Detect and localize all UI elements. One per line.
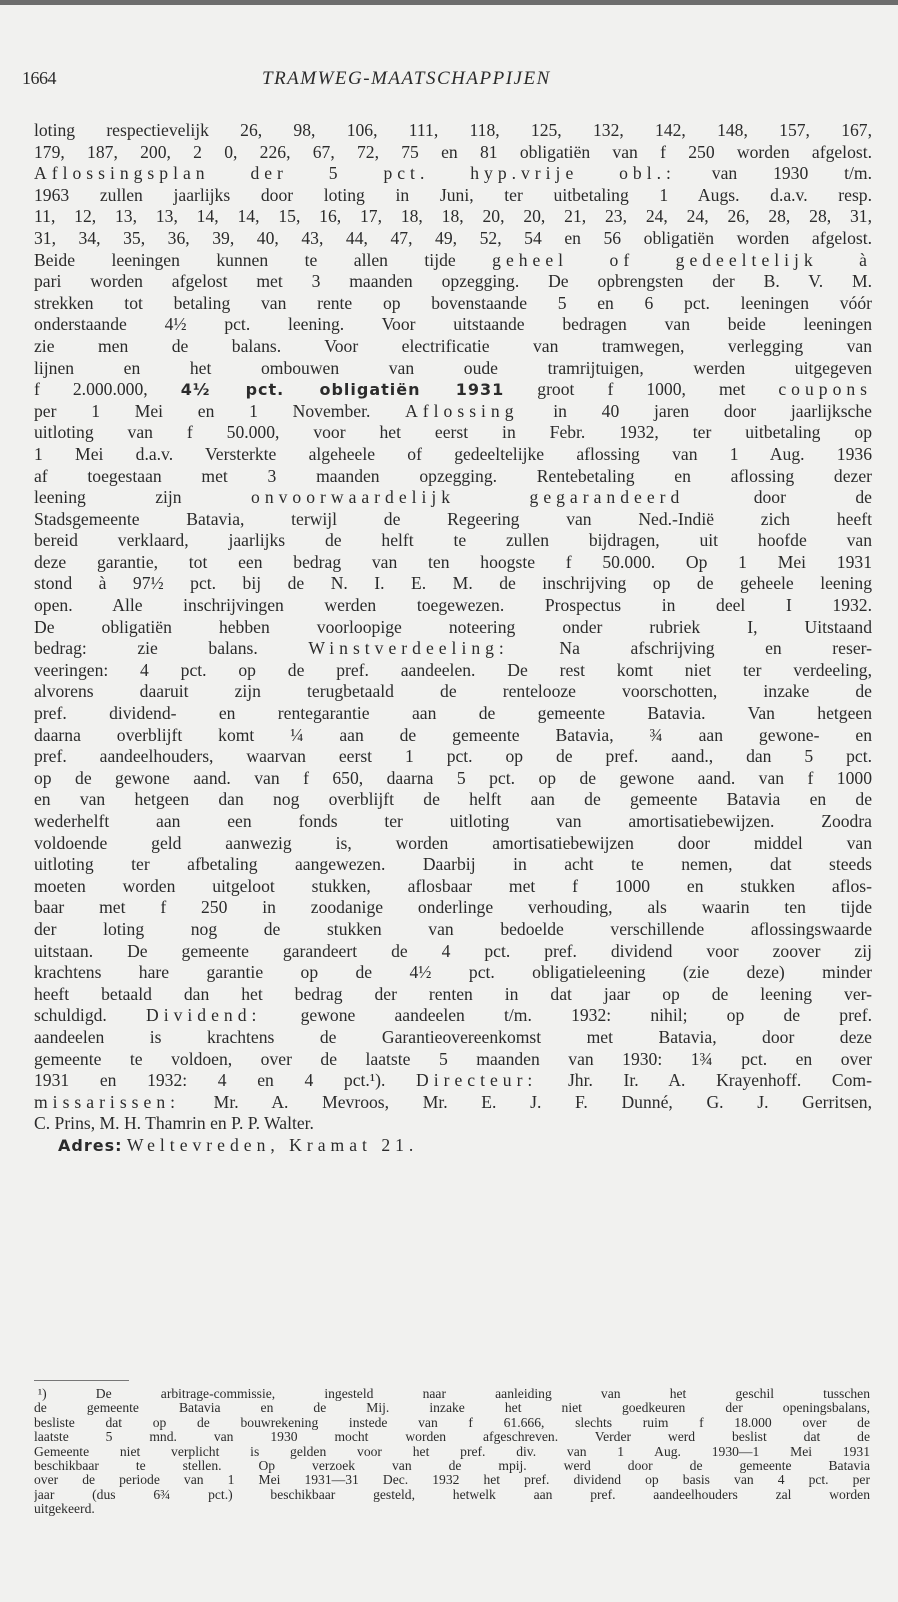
address-line <box>34 1135 872 1157</box>
text-line: stond à 97½ pct. bij de N. I. E. M. de inschrijving op de geheele leening <box>34 573 872 594</box>
footnote-line: de gemeente Batavia en de Mij. inzake het niet goedkeuren der openingsbalans, <box>34 1401 870 1416</box>
text-line: pari worden afgelost met 3 maanden opzegging. De opbrengsten der B. V. M. <box>34 271 872 292</box>
text-line: De obligatiën hebben voorloopige noteering onder rubriek I, Uitstaand <box>34 616 872 637</box>
body-text <box>34 120 872 1157</box>
text-line <box>34 638 872 660</box>
text-line: baar met f 250 in zoodanige onderlinge verhouding, als waarin ten tijde <box>34 897 872 918</box>
spaced-heading-winstverdeeling: Winstverdeeling: <box>308 638 509 659</box>
footnote-line: besliste dat op de bouwrekening instede van f 61.666, slechts ruim f 18.000 over de <box>34 1415 870 1430</box>
text-fragment: leening zijn <box>34 487 252 508</box>
text-line: 1 Mei d.a.v. Versterkte algeheele of gedeeltelijke aflossing van 1 Aug. 1936 <box>34 443 872 464</box>
spaced-emphasis: coupons <box>778 379 872 400</box>
spaced-emphasis: onvoorwaardelijk gegarandeerd <box>251 487 685 508</box>
text-line: open. Alle inschrijvingen werden toegewezen. Prospectus in deel I 1932. <box>34 595 872 616</box>
footnote-line: laatste 5 mnd. van 1930 mocht worden afgeschreven. Verder werd beslist dat de <box>34 1430 870 1445</box>
spaced-heading-dividend: Dividend: <box>146 1005 262 1026</box>
text-fragment: per 1 Mei en 1 November. <box>34 400 406 421</box>
spaced-emphasis: Aflossing <box>405 400 519 421</box>
text-line: heeft betaald dan het bedrag der renten in dat jaar op de leening ver- <box>34 983 872 1004</box>
address-label: Adres: <box>58 1135 123 1155</box>
text-fragment: Mr. A. Mevroos, Mr. E. J. F. Dunné, G. J. Gerritsen, <box>180 1091 872 1112</box>
text-line: 1963 zullen jaarlijks door loting in Juni, ter uitbetaling 1 Augs. d.a.v. resp. <box>34 184 872 205</box>
text-line: daarna overblijft komt ¼ aan de gemeente Batavia, ¾ aan gewone- en <box>34 724 872 745</box>
text-line <box>34 487 872 509</box>
text-line: bereid verklaard, jaarlijks de helft te zullen bijdragen, uit hoofde van <box>34 530 872 551</box>
page-number: 1664 <box>22 68 56 88</box>
text-line: deze garantie, tot een bedrag van ten hoogste f 50.000. Op 1 Mei 1931 <box>34 551 872 572</box>
text-fragment: schuldigd. <box>34 1005 147 1026</box>
text-fragment: Beide leeningen kunnen te allen tijde <box>34 249 493 270</box>
text-fragment: 1931 en 1932: 4 en 4 pct.¹). <box>34 1070 416 1091</box>
text-line <box>34 1092 872 1114</box>
spaced-emphasis: geheel of gedeeltelijk à <box>492 249 872 270</box>
running-title: TRAMWEG-MAATSCHAPPIJEN <box>262 68 551 89</box>
text-line: onderstaande 4½ pct. leening. Voor uitstaande bedragen van beide leeningen <box>34 314 872 335</box>
text-line: veeringen: 4 pct. op de pref. aandeelen. De rest komt niet ter verdeeling, <box>34 659 872 680</box>
text-fragment: Jhr. Ir. A. Krayenhoff. Com- <box>537 1070 872 1091</box>
text-line <box>34 401 872 423</box>
text-line <box>34 379 872 401</box>
text-line: uitstaan. De gemeente garandeert de 4 pct. pref. dividend voor zoover zij <box>34 940 872 961</box>
text-line: zie men de balans. Voor electrificatie van tramwegen, verlegging van <box>34 335 872 356</box>
text-fragment: Na afschrijving en reser- <box>508 638 872 659</box>
text-line: pref. dividend- en rentegarantie aan de gemeente Batavia. Van hetgeen <box>34 703 872 724</box>
text-fragment: van 1930 t/m. <box>675 163 872 184</box>
spaced-heading-aflossingsplan: Aflossingsplan der 5 pct. hyp.vrije obl.: <box>34 163 676 184</box>
footnote-line: Gemeente niet verplicht is gelden voor het pref. div. van 1 Aug. 1930—1 Mei 1931 <box>34 1444 870 1459</box>
text-fragment: in 40 jaren door jaarlijksche <box>518 400 872 421</box>
text-line: 31, 34, 35, 36, 39, 40, 43, 44, 47, 49, 52, 54 en 56 obligatiën worden afgelost. <box>34 227 872 248</box>
text-line: op de gewone aand. van f 650, daarna 5 pct. op de gewone aand. van f 1000 <box>34 767 872 788</box>
text-line: loting respectievelijk 26, 98, 106, 111, 118, 125, 132, 142, 148, 157, 167, <box>34 120 872 140</box>
text-line: krachtens hare garantie op de 4½ pct. obligatieleening (zie deze) minder <box>34 962 872 983</box>
text-line: strekken tot betaling van rente op bovenstaande 5 en 6 pct. leeningen vóór <box>34 292 872 313</box>
text-line: uitloting ter afbetaling aangewezen. Daarbij in acht te nemen, dat steeds <box>34 854 872 875</box>
text-line <box>34 163 872 185</box>
text-line: af toegestaan met 3 maanden opzegging. Rentebetaling en aflossing dezer <box>34 465 872 486</box>
text-line: uitloting van f 50.000, voor het eerst in Febr. 1932, ter uitbetaling op <box>34 422 872 443</box>
text-line: 11, 12, 13, 13, 14, 14, 15, 16, 17, 18, 18, 20, 20, 21, 23, 24, 24, 26, 28, 28, 31, <box>34 206 872 227</box>
text-line: C. Prins, M. H. Thamrin en P. P. Walter. <box>34 1113 314 1134</box>
text-line: Stadsgemeente Batavia, terwijl de Regeering van Ned.-Indië zich heeft <box>34 508 872 529</box>
text-line: der loting nog de stukken van bedoelde verschillende aflossingswaarde <box>34 918 872 939</box>
footnote-line: uitgekeerd. <box>34 1502 95 1517</box>
text-line: aandeelen is krachtens de Garantieovereenkomst met Batavia, door deze <box>34 1026 872 1047</box>
text-line <box>34 250 872 272</box>
text-line: en van hetgeen dan nog overblijft de helft aan de gemeente Batavia en de <box>34 789 872 810</box>
spaced-heading-directeur: Directeur: <box>416 1070 538 1091</box>
bold-loan-heading: 4½ pct. obligatiën 1931 <box>180 380 505 400</box>
text-line <box>34 1070 872 1092</box>
text-line: pref. aandeelhouders, waarvan eerst 1 pct. op de pref. aand., dan 5 pct. <box>34 746 872 767</box>
footnote-line: jaar (dus 6¾ pct.) beschikbaar gesteld, hetwelk aan pref. aandeelhouders zal worden <box>34 1487 870 1502</box>
footnote-line: ¹) De arbitrage-commissie, ingesteld naar aanleiding van het geschil tusschen <box>38 1387 870 1401</box>
text-fragment: f 2.000.000, <box>34 379 181 400</box>
footnote-divider <box>34 1380 129 1381</box>
text-fragment: door de <box>684 487 872 508</box>
text-line: 179, 187, 200, 2 0, 226, 67, 72, 75 en 81 obligatiën van f 250 worden afgelost. <box>34 141 872 162</box>
footnote-line: over de periode van 1 Mei 1931—31 Dec. 1932 het pref. dividend op basis van 4 pct. per <box>34 1473 870 1488</box>
text-line: moeten worden uitgeloot stukken, aflosbaar met f 1000 en stukken aflos- <box>34 875 872 896</box>
spaced-heading-commissarissen: missarissen: <box>34 1091 181 1112</box>
text-line: wederhelft aan een fonds ter uitloting van amortisatiebewijzen. Zoodra <box>34 811 872 831</box>
text-line: alvorens daaruit zijn terugbetaald de rentelooze voorschotten, inzake de <box>34 681 872 702</box>
text-fragment: groot f 1000, met <box>504 379 779 400</box>
scan-top-edge <box>0 0 898 5</box>
text-line: lijnen en het ombouwen van oude tramrijtuigen, werden uitgegeven <box>34 357 872 378</box>
text-fragment: bedrag: zie balans. <box>34 638 309 659</box>
text-line: gemeente te voldoen, over de laatste 5 maanden van 1930: 1¾ pct. en over <box>34 1048 872 1069</box>
page-header <box>22 64 876 92</box>
footnote-line: beschikbaar te stellen. Op verzoek van de mpij. werd door de gemeente Batavia <box>34 1458 870 1473</box>
text-line: voldoende geld aanwezig is, worden amortisatiebewijzen door middel van <box>34 832 872 853</box>
address-value: Weltevreden, Kramat 21. <box>126 1134 419 1155</box>
text-line <box>34 1005 872 1027</box>
footnote <box>34 1387 870 1517</box>
text-fragment: gewone aandeelen t/m. 1932: nihil; op de pref. <box>261 1005 872 1026</box>
